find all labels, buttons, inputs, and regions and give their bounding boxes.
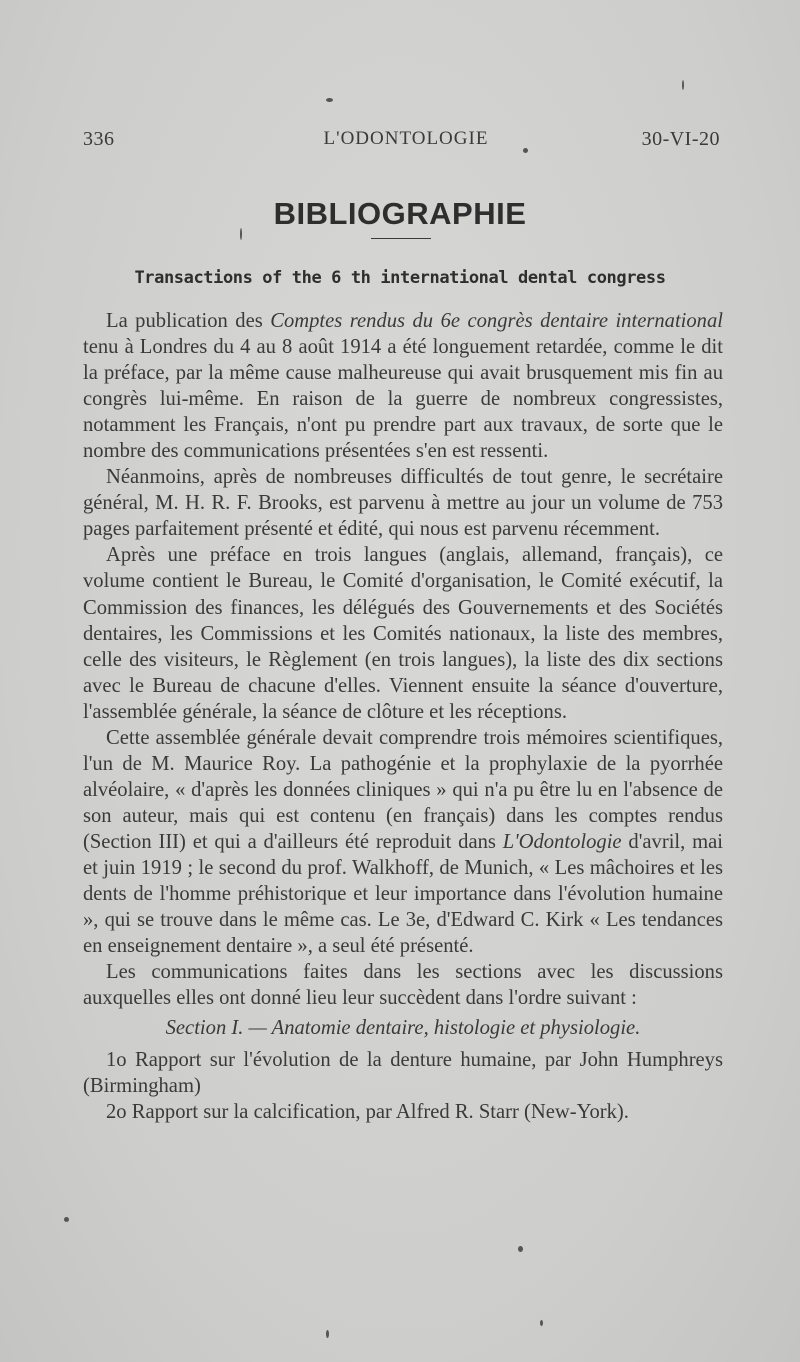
- page-number: 336: [83, 128, 115, 150]
- paragraph-1-book-title: Comptes rendus du 6e congrès dentaire international: [270, 310, 723, 332]
- paragraph-1-text-c: tenu à Londres du 4 au 8 août 1914 a été longuement retardée, comme le dit la préface, par la même cause malheureuse qui avait brusquement mis fin au congrès lui-même. En raison de la guerre de nombreux congressistes, notamment les Français, n'ont pu prendre part aux travaux, de sorte que le nombre des communications présentées s'en est ressenti.: [83, 336, 723, 463]
- paragraph-1: [83, 308, 723, 464]
- paragraph-5: Les communications faites dans les sections avec les discussions auxquelles elles ont donné lieu leur succèdent dans l'ordre suivant :: [83, 961, 723, 1010]
- running-head: [83, 128, 723, 158]
- paper-speck: [518, 1246, 523, 1252]
- review-subtitle: Transactions of the 6 th international dental congress: [134, 268, 666, 288]
- report-item-2: 2o Rapport sur la calcification, par Alfred R. Starr (New-York).: [106, 1101, 629, 1124]
- paragraph-2: Néanmoins, après de nombreuses difficultés de tout genre, le secrétaire général, M. H. R. F. Brooks, est parvenu à mettre au jour un volume de 753 pages parfaitement présenté et édité, qui nous est parvenu récemment.: [83, 466, 723, 541]
- report-item-1: 1o Rapport sur l'évolution de la denture humaine, par John Humphreys (Birmingham): [83, 1049, 723, 1098]
- paper-speck: [326, 1330, 329, 1338]
- paragraph-4-text-a: Cette assemblée générale devait comprendre trois mémoires scientifiques, l'un de M. Maurice Roy. La pathogénie et la prophylaxie de la pyorrhée alvéolaire, « d'après les données cliniques » qui n'a pu être lu en l'absence de son auteur, mais qui est contenu (en français) dans les comptes rendus (Section III) et qui a d'ailleurs été reproduit dans: [83, 726, 723, 853]
- paragraph-1-text-a: La publication des: [106, 310, 271, 332]
- title-divider: [371, 238, 431, 239]
- article-body: [83, 308, 723, 1125]
- paragraph-4: [83, 725, 723, 959]
- section-title: BIBLIOGRAPHIE: [273, 196, 527, 231]
- journal-name: L'ODONTOLOGIE: [323, 128, 489, 149]
- paragraph-4-journal-title: L'Odontologie: [502, 830, 622, 853]
- paper-speck: [326, 98, 333, 102]
- paper-speck: [523, 148, 528, 153]
- paragraph-3: Après une préface en trois langues (anglais, allemand, français), ce volume contient le Bureau, le Comité d'organisation, le Comité exécutif, la Commission des finances, les délégués des Gouvernements et des Sociétés dentaires, les Commissions et les Comités nationaux, la liste des membres, celle des visiteurs, le Règlement (en trois langues), la liste des dix sections avec le Bureau de chacune d'elles. Viennent ensuite la séance d'ouverture, l'assemblée générale, la séance de clôture et les réceptions.: [83, 544, 723, 723]
- section-1-heading: Section I. — Anatomie dentaire, histologie et physiologie.: [165, 1017, 641, 1040]
- issue-date: 30-VI-20: [641, 128, 720, 150]
- paper-speck: [240, 228, 242, 240]
- paper-speck: [682, 80, 684, 90]
- paper-speck: [64, 1217, 69, 1222]
- paragraph-4-text-c: d'avril, mai et juin 1919 ; le second du prof. Walkhoff, de Munich, « Les mâchoires et les dents de l'homme préhistorique et leur importance dans l'évolution humaine », qui se trouve dans le même cas. Le 3e, d'Edward C. Kirk « Les tendances en enseignement dentaire », a seul été présenté.: [83, 830, 724, 958]
- paper-speck: [540, 1320, 543, 1326]
